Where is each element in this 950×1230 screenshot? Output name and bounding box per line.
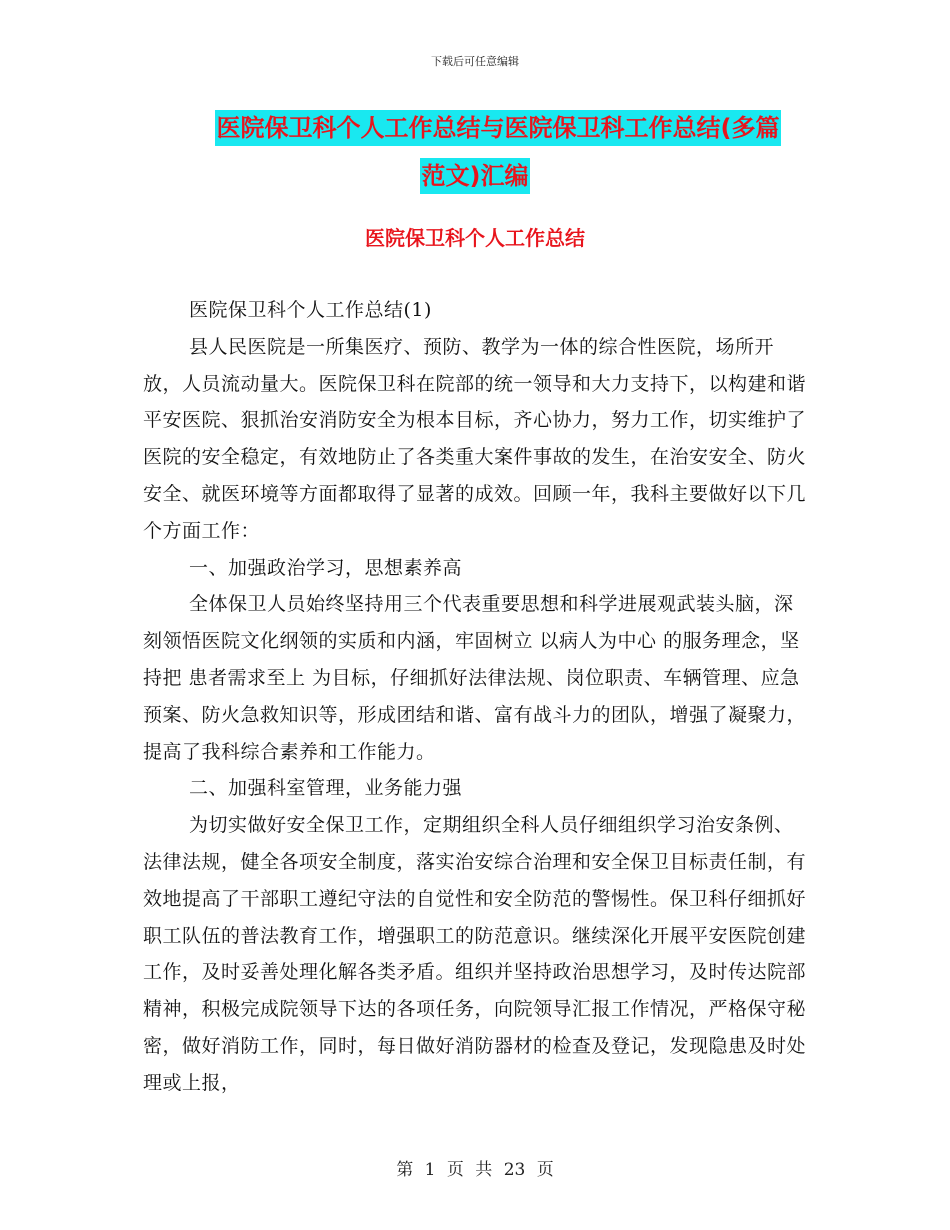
- paragraph-heading: 医院保卫科个人工作总结(1): [189, 299, 432, 321]
- document-body: [143, 292, 808, 1102]
- paragraph: 为切实做好安全保卫工作，定期组织全科人员仔细组织学习治安条例、法律法规，健全各项安全制度，落实治安综合治理和安全保卫目标责任制，有效地提高了干部职工遵纪守法的自觉性和安全防范的警惕性。保卫科仔细抓好职工队伍的普法教育工作，增强职工的防范意识。继续深化开展平安医院创建工作，及时妥善处理化解各类矛盾。组织并坚持政治思想学习，及时传达院部精神，积极完成院领导下达的各项任务，向院领导汇报工作情况，严格保守秘密，做好消防工作，同时，每日做好消防器材的检查及登记，发现隐患及时处理或上报，: [143, 814, 807, 1094]
- paragraph: 县人民医院是一所集医疗、预防、教学为一体的综合性医院，场所开放，人员流动量大。医院保卫科在院部的统一领导和大力支持下，以构建和谐平安医院、狠抓治安消防安全为根本目标，齐心协力，努力工作，切实维护了医院的安全稳定，有效地防止了各类重大案件事故的发生，在治安安全、防火安全、就医环境等方面都取得了显著的成效。回顾一年，我科主要做好以下几个方面工作：: [143, 335, 807, 542]
- section-heading: 二、加强科室管理，业务能力强: [189, 777, 463, 800]
- header-note: 下载后可任意编辑: [431, 55, 519, 68]
- title-line-2: 范文)汇编: [420, 158, 531, 194]
- section-heading: 一、加强政治学习，思想素养高: [189, 556, 463, 579]
- section-title: 医院保卫科个人工作总结: [365, 226, 585, 250]
- document-title: [140, 110, 810, 194]
- title-line-1: 医院保卫科个人工作总结与医院保卫科工作总结(多篇: [215, 110, 782, 146]
- page-number: 第 1 页 共 23 页: [396, 1160, 554, 1180]
- paragraph: 全体保卫人员始终坚持用三个代表重要思想和科学进展观武装头脑，深刻领悟医院文化纲领的实质和内涵，牢固树立 以病人为中心 的服务理念，坚持把 患者需求至上 为目标，仔细抓好法律法规、岗位职责、车辆管理、应急预案、防火急救知识等，形成团结和谐、富有战斗力的团队，增强了凝聚力，提高了我科综合素养和工作能力。: [143, 593, 807, 763]
